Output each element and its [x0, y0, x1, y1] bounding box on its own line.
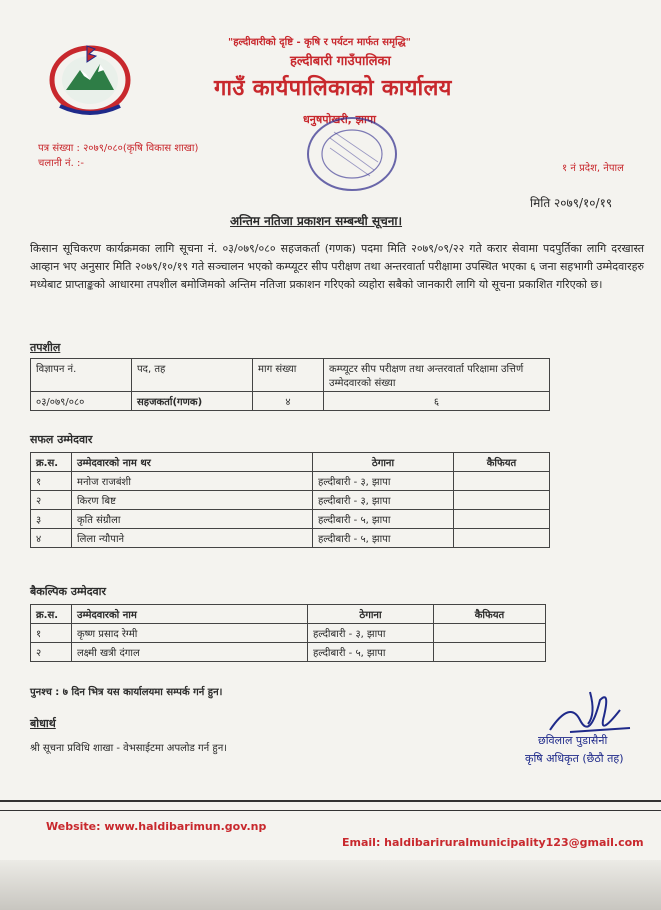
table-cell: हल्दीबारी - ५, झापा: [313, 510, 454, 529]
table-header-cell: कैफियत: [434, 605, 546, 624]
footer-divider: [0, 810, 661, 811]
table-cell: लक्ष्मी खत्री दंगाल: [72, 643, 308, 662]
table-cell: २: [31, 491, 72, 510]
municipality-name: हल्दीबारी गाउँपालिका: [290, 54, 391, 69]
table-header-cell: ठेगाना: [313, 453, 454, 472]
table-header-row: [31, 453, 550, 472]
email-link[interactable]: Email: haldibariruralmunicipality123@gmail.com: [342, 836, 644, 849]
dispatch-number: चलानी नं. :-: [38, 158, 84, 169]
table-header-cell: क्र.स.: [31, 453, 72, 472]
table-cell: ०३/०७९/०८०: [31, 392, 132, 411]
table-cell: लिला न्यौपाने: [72, 529, 313, 548]
signatory-title: कृषि अधिकृत (छैठौ तह): [525, 752, 624, 765]
cc-heading: बोधार्थ: [30, 717, 56, 730]
footer-divider: [0, 800, 661, 802]
alternate-heading: बैकल्पिक उम्मेदवार: [30, 585, 107, 598]
office-stamp: [300, 108, 404, 200]
office-location: धनुषपोखरी, झापा: [303, 113, 376, 126]
table-row: [31, 624, 546, 643]
table-cell: मनोज राजबंशी: [72, 472, 313, 491]
table-cell: कृति संग्रौला: [72, 510, 313, 529]
table-cell: १: [31, 472, 72, 491]
table-row: [31, 392, 550, 411]
table-cell: १: [31, 624, 72, 643]
table-header-cell: विज्ञापन नं.: [31, 359, 132, 392]
table-cell: [454, 491, 550, 510]
nepal-emblem-logo: [40, 36, 140, 120]
alternate-candidates-table: [30, 604, 546, 662]
postscript-note: पुनश्च : ७ दिन भित्र यस कार्यालयमा सम्पर्क गर्न हुन।: [30, 687, 223, 698]
table-header-cell: क्र.स.: [31, 605, 72, 624]
notice-body: किसान सूचिकरण कार्यक्रमका लागि सूचना नं. ०३/०७९/०८० सहजकर्ता (गणक) पदमा मिति २०७९/०९/२२ गते करार सेवामा पदपुर्तिका लागि दरखास्त आव्हान भए अनुसार मिति २०७९/१०/१९ गते सञ्चालन भएको कम्प्यूटर सीप परीक्षण तथा अन्तरवार्ता परीक्षामा उपस्थित भएका ६ जना सहभागी उम्मेदवारहरु मध्येबाट प्राप्ताङ्कको आधारमा तपशील बमोजिमको अन्तिम नतिजा प्रकाशन गरिएको व्यहोरा सबैको जानकारी लागि यो सूचना प्रकाशित गरिएको छ।: [30, 242, 644, 291]
website-link[interactable]: Website: www.haldibarimun.gov.np: [46, 820, 267, 833]
table-row: [31, 510, 550, 529]
table-cell: ४: [253, 392, 324, 411]
table-cell: [454, 529, 550, 548]
table-cell: हल्दीबारी - ३, झापा: [308, 624, 434, 643]
table-cell: [434, 643, 546, 662]
table-header-cell: ठेगाना: [308, 605, 434, 624]
page-bottom-shade: [0, 860, 661, 910]
table-cell: [434, 624, 546, 643]
signatory-name: छविलाल पुडासैनी: [538, 734, 608, 747]
table-header-row: [31, 359, 550, 392]
table-header-cell: उम्मेदवारको नाम: [72, 605, 308, 624]
table-row: [31, 491, 550, 510]
table-cell: कृष्ण प्रसाद रेग्मी: [72, 624, 308, 643]
table-cell: हल्दीबारी - ३, झापा: [313, 472, 454, 491]
table-cell: [454, 472, 550, 491]
table-row: [31, 643, 546, 662]
table-header-cell: कम्प्यूटर सीप परीक्षण तथा अन्तरवार्ता परिक्षामा उत्तिर्ण उम्मेदवारको संख्या: [324, 359, 550, 392]
table-cell: हल्दीबारी - ३, झापा: [313, 491, 454, 510]
table-header-cell: माग संख्या: [253, 359, 324, 392]
motto-text: "हल्दीवारीको दृष्टि - कृषि र पर्यटन मार्फत समृद्धि": [228, 37, 411, 48]
table-cell: हल्दीबारी - ५, झापा: [313, 529, 454, 548]
notice-date: मिति २०७९/१०/१९: [530, 196, 613, 210]
table-header-row: [31, 605, 546, 624]
table-cell: सहजकर्ता(गणक): [132, 392, 253, 411]
table-cell: किरण बिष्ट: [72, 491, 313, 510]
table-row: [31, 529, 550, 548]
successful-candidates-table: [30, 452, 550, 548]
table-cell: ३: [31, 510, 72, 529]
details-heading: तपशील: [30, 341, 61, 354]
table-header-cell: पद, तह: [132, 359, 253, 392]
table-cell: ४: [31, 529, 72, 548]
office-name: गाउँ कार्यपालिकाको कार्यालय: [214, 76, 452, 101]
details-table: [30, 358, 550, 411]
cc-text: श्री सूचना प्रविधि शाखा - वेभसाईटमा अपलोड गर्न हुन।: [30, 743, 228, 754]
table-header-cell: उम्मेदवारको नाम थर: [72, 453, 313, 472]
province-text: १ नं प्रदेश, नेपाल: [562, 163, 624, 174]
table-cell: [454, 510, 550, 529]
notice-title: अन्तिम नतिजा प्रकाशन सम्बन्धी सूचना।: [230, 214, 403, 228]
table-cell: २: [31, 643, 72, 662]
successful-heading: सफल उम्मेदवार: [30, 433, 93, 446]
letter-number: पत्र संख्या : २०७९/०८०(कृषि विकास शाखा): [38, 143, 199, 154]
table-cell: हल्दीबारी - ५, झापा: [308, 643, 434, 662]
table-cell: ६: [324, 392, 550, 411]
table-row: [31, 472, 550, 491]
table-header-cell: कैफियत: [454, 453, 550, 472]
